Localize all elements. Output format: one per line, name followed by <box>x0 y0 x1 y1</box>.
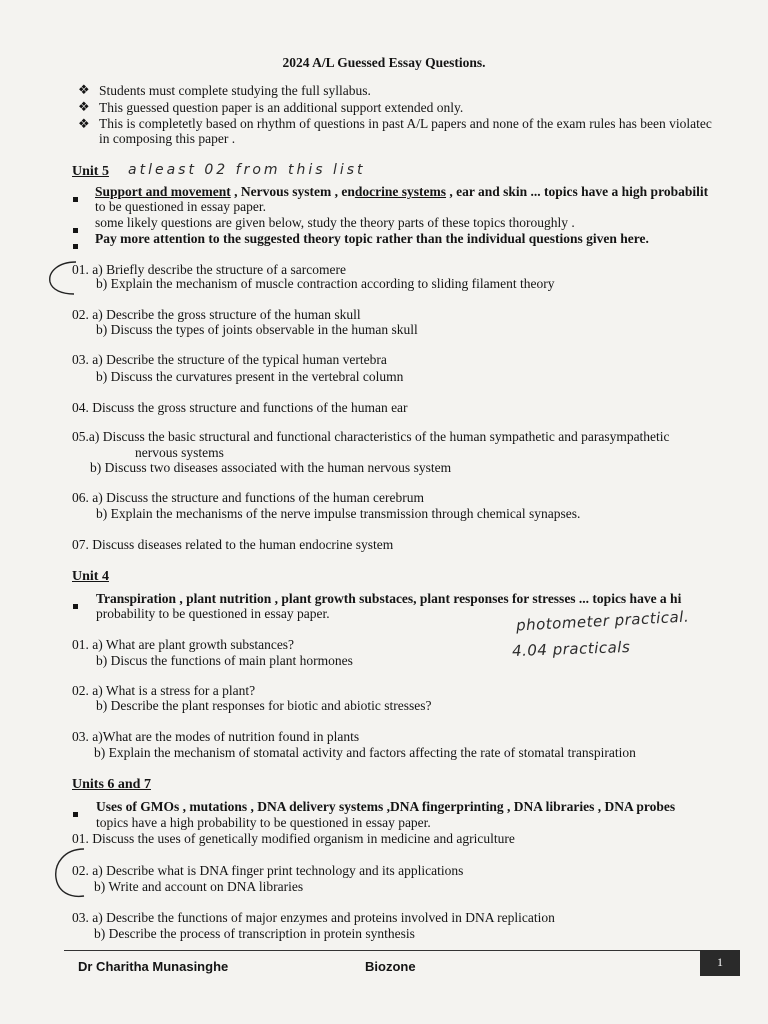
square-bullet-icon <box>73 804 78 822</box>
unit4-q1-a: 01. a) What are plant growth substances? <box>72 637 295 652</box>
unit5-q2-a: 02. a) Describe the gross structure of the human skull <box>72 307 361 322</box>
unit5-q6-a: 06. a) Discuss the structure and functions of the human cerebrum <box>72 490 425 505</box>
units67-q3-b: b) Describe the process of transcription in protein synthesis <box>94 926 415 941</box>
unit5-q5-b: b) Discuss two diseases associated with the human nervous system <box>90 460 452 475</box>
unit5-q7: 07. Discuss diseases related to the human endocrine system <box>72 537 394 552</box>
handwritten-note: atleast 02 from this list <box>128 162 366 178</box>
units-6-7-topics-line-2: topics have a high probability to be questioned in essay paper. <box>96 815 431 830</box>
unit-5-bullet-2: some likely questions are given below, study the theory parts of these topics thoroughly . <box>95 215 575 230</box>
topic-text: , ear and skin ... topics have a high probabilit <box>446 184 709 199</box>
units-6-7-heading: Units 6 and 7 <box>72 777 151 792</box>
unit-5-heading: Unit 5 <box>72 164 109 179</box>
intro-bullet-1: Students must complete studying the full syllabus. <box>99 83 371 98</box>
unit5-q1-a: 01. a) Briefly describe the structure of a sarcomere <box>72 262 347 277</box>
units-6-7-topics-line-1: Uses of GMOs , mutations , DNA delivery systems ,DNA fingerprinting , DNA libraries , DNA probes <box>96 799 676 814</box>
unit-4-topics-line-2: probability to be questioned in essay paper. <box>96 606 330 621</box>
diamond-bullet-icon: ❖ <box>78 116 90 131</box>
unit5-q3-a: 03. a) Describe the structure of the typical human vertebra <box>72 352 387 367</box>
square-bullet-icon <box>73 596 78 614</box>
diamond-bullet-icon: ❖ <box>78 82 90 97</box>
unit-5-topics-line-2: to be questioned in essay paper. <box>95 199 266 214</box>
unit5-q1-b: b) Explain the mechanism of muscle contraction according to sliding filament theory <box>96 276 555 291</box>
unit5-q3-b: b) Discuss the curvatures present in the vertebral column <box>96 369 404 384</box>
unit5-q5-a: 05.a) Discuss the basic structural and functional characteristics of the human sympathetic and parasympathetic <box>72 429 670 444</box>
unit4-q2-b: b) Describe the plant responses for biotic and abiotic stresses? <box>96 698 432 713</box>
topic-text: , Nervous system , en <box>230 184 355 199</box>
handwritten-note-practicals: 4.04 practicals <box>511 637 631 661</box>
footer-divider <box>64 950 740 951</box>
footer-author: Dr Charitha Munasinghe <box>78 959 229 974</box>
unit-4-heading: Unit 4 <box>72 569 109 584</box>
intro-bullet-3-continued: in composing this paper . <box>99 131 236 146</box>
page-number: 1 <box>717 955 723 969</box>
square-bullet-icon <box>73 189 78 207</box>
units67-q1: 01. Discuss the uses of genetically modified organism in medicine and agriculture <box>72 831 515 846</box>
unit5-q6-b: b) Explain the mechanisms of the nerve impulse transmission through chemical synapses. <box>96 506 581 521</box>
unit4-q1-b: b) Discus the functions of main plant hormones <box>96 653 353 668</box>
document-title: 2024 A/L Guessed Essay Questions. <box>282 55 486 70</box>
units67-q2-a: 02. a) Describe what is DNA finger print technology and its applications <box>72 863 464 878</box>
diamond-bullet-icon: ❖ <box>78 99 90 114</box>
unit5-q2-b: b) Discuss the types of joints observable in the human skull <box>96 322 418 337</box>
unit5-q5-a-continued: nervous systems <box>135 445 224 460</box>
unit5-q4: 04. Discuss the gross structure and functions of the human ear <box>72 400 408 415</box>
support-movement-text: Support and movement <box>95 184 231 199</box>
unit-4-topics-line-1: Transpiration , plant nutrition , plant growth substaces, plant responses for stresses ... topics have a hi <box>96 591 682 606</box>
endocrine-text: docrine systems <box>354 184 447 199</box>
unit4-q3-b: b) Explain the mechanism of stomatal activity and factors affecting the rate of stomatal transpiration <box>94 745 636 760</box>
unit4-q3-a: 03. a)What are the modes of nutrition found in plants <box>72 729 360 744</box>
units67-q2-b: b) Write and account on DNA libraries <box>94 879 304 894</box>
square-bullet-icon <box>73 236 78 254</box>
intro-bullet-2: This guessed question paper is an additional support extended only. <box>99 100 464 115</box>
handwritten-note-practical: photometer practical. <box>515 607 690 635</box>
unit-5-topics-line-1 <box>95 184 708 200</box>
units67-q3-a: 03. a) Describe the functions of major enzymes and proteins involved in DNA replication <box>72 910 555 925</box>
unit-5-bullet-3: Pay more attention to the suggested theory topic rather than the individual questions given here. <box>95 231 649 246</box>
intro-bullet-3: This is completetly based on rhythm of questions in past A/L papers and none of the exam rules has been violatec <box>99 116 712 131</box>
unit4-q2-a: 02. a) What is a stress for a plant? <box>72 683 256 698</box>
footer-brand: Biozone <box>365 959 416 974</box>
